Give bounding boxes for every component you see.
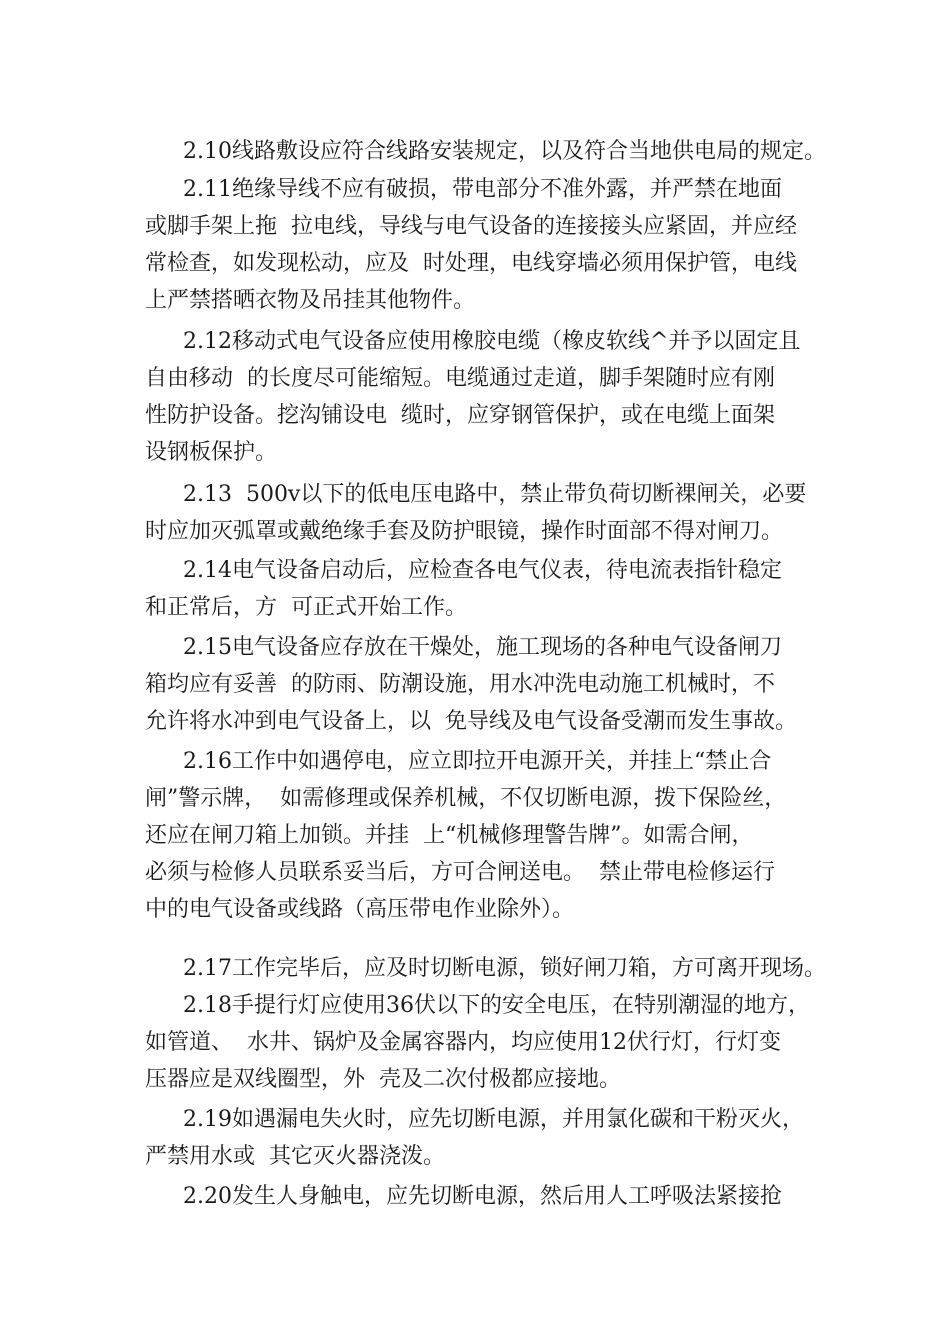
- paragraph-line: 常检查，如发现松动，应及 时处理，电线穿墙必须用保护管，电线: [145, 251, 797, 276]
- paragraph-line: 2.14电气设备启动后，应检查各电气仪表，待电流表指针稳定: [183, 558, 782, 583]
- paragraph-line: 2.15电气设备应存放在干燥处，施工现场的各种电气设备闸刀: [183, 635, 782, 660]
- paragraph-line: 时应加灭弧罩或戴绝缘手套及防护眼镜，操作时面部不得对闸刀。: [145, 519, 784, 544]
- paragraph-2-19: [145, 1101, 815, 1175]
- paragraph-line: 压器应是双线圈型，外 壳及二次付极都应接地。: [145, 1067, 621, 1092]
- paragraph-line: 2.16工作中如遇停电，应立即拉开电源开关，并挂上“禁止合: [183, 749, 772, 774]
- paragraph-line: 上严禁搭晒衣物及吊挂其他物件。: [145, 288, 476, 313]
- paragraph-line: 2.13 500v以下的低电压电路中，禁止带负荷切断裸闸关，必要: [183, 482, 807, 507]
- paragraph-line: 和正常后，方 可正式开始工作。: [145, 595, 467, 620]
- paragraph-2-16: [145, 743, 815, 928]
- paragraph-line: 性防护设备。挖沟铺设电 缆时，应穿钢管保护，或在电缆上面架: [145, 403, 775, 428]
- paragraph-line: 允许将水冲到电气设备上，以 免导线及电气设备受潮而发生事故。: [145, 709, 797, 734]
- paragraph-2-13: [145, 476, 815, 550]
- paragraph-2-14: [145, 552, 815, 626]
- paragraph-line: 2.17工作完毕后，应及时切断电源，锁好闸刀箱，方可离开现场。: [183, 956, 826, 981]
- paragraph-2-20: [145, 1178, 815, 1215]
- paragraph-line: 2.18手提行灯应使用36伏以下的安全电压，在特别潮湿的地方，: [183, 993, 810, 1018]
- paragraph-2-18: [145, 987, 815, 1098]
- paragraph-line: 自由移动 的长度尽可能缩短。电缆通过走道，脚手架随时应有刚: [145, 366, 775, 391]
- paragraph-line: 2.11绝缘导线不应有破损，带电部分不准外露，并严禁在地面: [183, 177, 782, 202]
- paragraph-line: 如管道、 水井、锅炉及金属容器内，均应使用12伏行灯，行灯变: [145, 1030, 781, 1055]
- paragraph-2-17: [145, 950, 826, 987]
- paragraph-line: 2.19如遇漏电失火时，应先切断电源，并用氯化碳和干粉灭火，: [183, 1107, 804, 1132]
- paragraph-2-10: [145, 133, 826, 170]
- paragraph-2-15: [145, 629, 815, 740]
- paragraph-line: 2.12移动式电气设备应使用橡胶电缆（橡皮软线^并予以固定且: [183, 329, 801, 354]
- paragraph-line: 中的电气设备或线路（高压带电作业除外）。: [145, 897, 575, 922]
- paragraph-line: 严禁用水或 其它灭火器浇泼。: [145, 1144, 445, 1169]
- paragraph-line: 2.10线路敷设应符合线路安装规定，以及符合当地供电局的规定。: [183, 139, 826, 164]
- paragraph-line: 箱均应有妥善 的防雨、防潮设施，用水冲洗电动施工机械时，不: [145, 672, 775, 697]
- paragraph-2-11: [145, 171, 815, 319]
- paragraph-line: 必须与检修人员联系妥当后，方可合闸送电。 禁止带电检修运行: [145, 860, 775, 885]
- paragraph-line: 闸”警示牌， 如需修理或保养机械，不仅切断电源，拨下保险丝，: [145, 786, 787, 811]
- paragraph-line: 设钢板保护。: [145, 440, 278, 465]
- paragraph-line: 或脚手架上拖 拉电线，导线与电气设备的连接接头应紧固，并应经: [145, 214, 797, 239]
- paragraph-line: 还应在闸刀箱上加锁。并挂 上“机械修理警告牌”。如需合闸，: [145, 823, 754, 848]
- paragraph-line: 2.20发生人身触电，应先切断电源，然后用人工呼吸法紧接抢: [183, 1184, 782, 1209]
- paragraph-2-12: [145, 323, 815, 471]
